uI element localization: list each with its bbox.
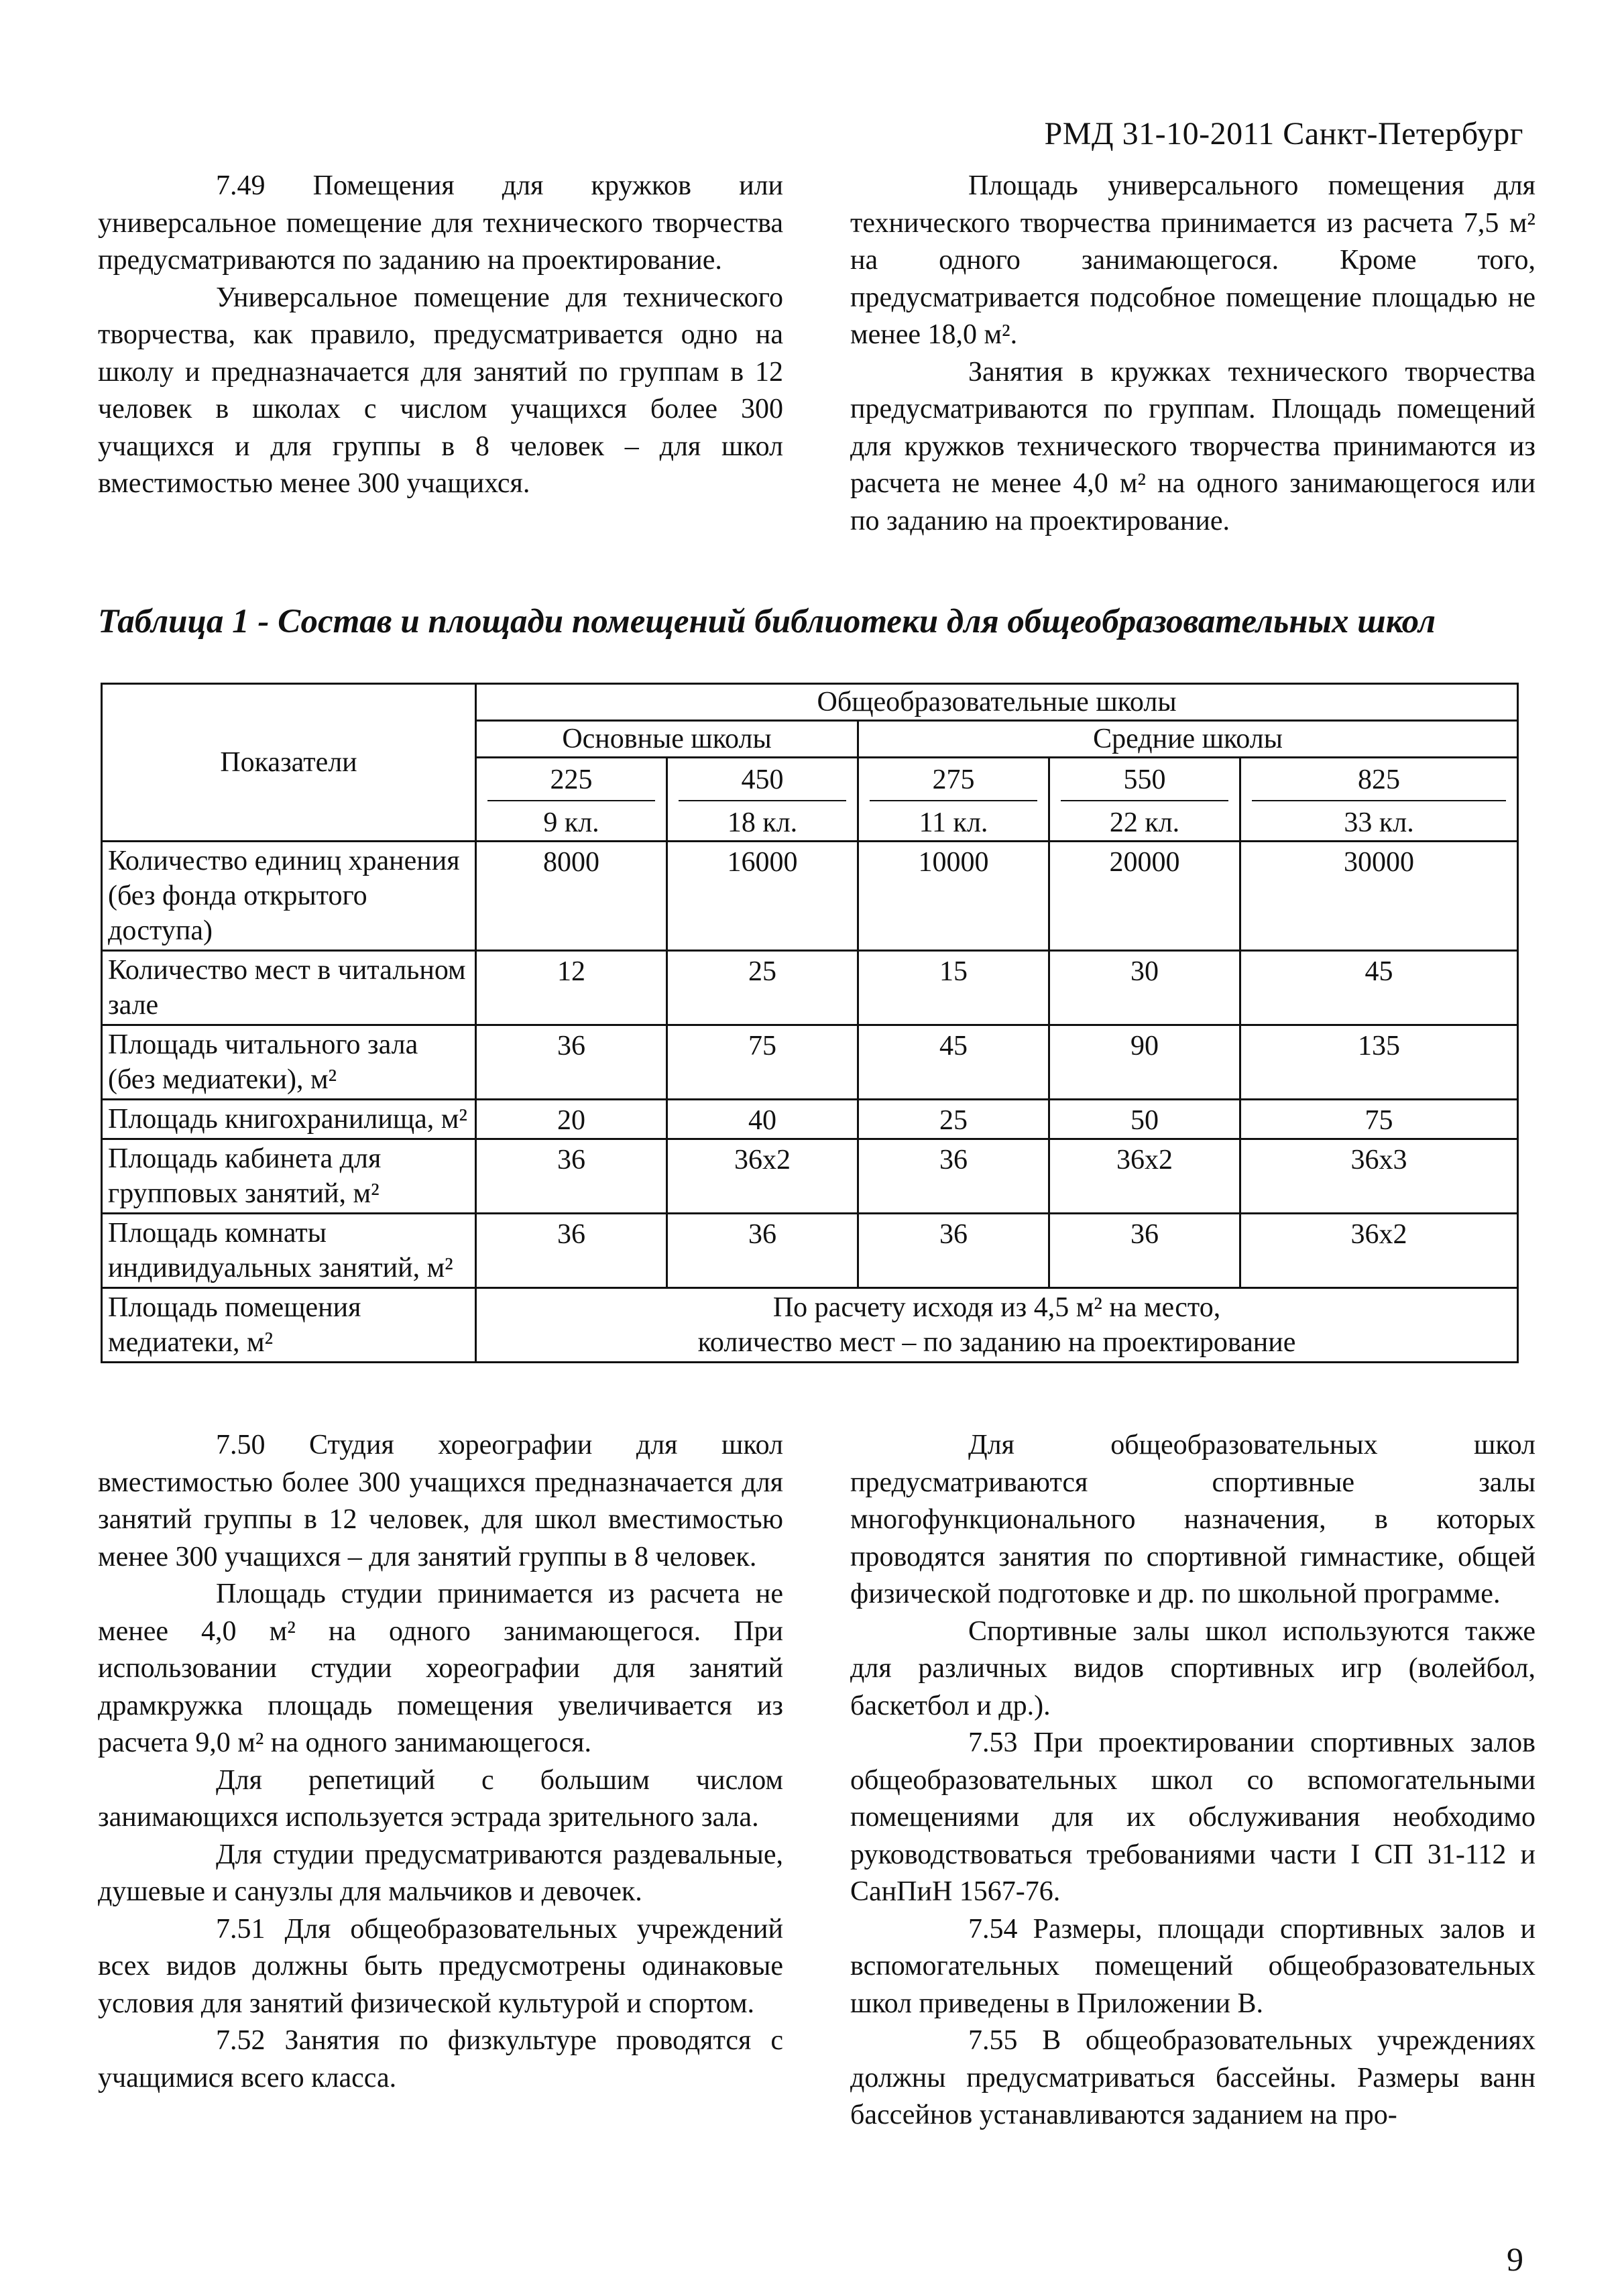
- table-cell: 45: [858, 1025, 1049, 1100]
- table-cell: 50: [1049, 1100, 1240, 1139]
- top-left-column: [98, 168, 783, 503]
- header-secondary-schools: Средние школы: [858, 721, 1518, 758]
- header-column: 225 9 кл.: [476, 758, 667, 842]
- table-cell: 12: [476, 951, 667, 1025]
- table-cell: 40: [667, 1100, 858, 1139]
- row-label: Количество единиц хранения (без фонда открытого доступа): [102, 842, 476, 951]
- table-title: Таблица 1 - Состав и площади помещений библиотеки для общеобразовательных школ: [98, 603, 1436, 640]
- table-cell: 36: [858, 1214, 1049, 1288]
- table-row: [102, 842, 1518, 951]
- table-cell: 25: [858, 1100, 1049, 1139]
- table-cell: 10000: [858, 842, 1049, 951]
- bottom-right-column: [850, 1427, 1535, 2134]
- header-column: 450 18 кл.: [667, 758, 858, 842]
- table-cell: 75: [1240, 1100, 1518, 1139]
- paragraph: Занятия в кружках технического творчества предусматриваются по группам. Площадь помещений для кружков технического творчества принимаются из расчета не менее 4,0 м² на одного занимающегося или по заданию на проектирование.: [850, 356, 1535, 536]
- header-general-schools: Общеобразовательные школы: [476, 684, 1518, 721]
- table-row: [102, 1214, 1518, 1288]
- table-cell: 30000: [1240, 842, 1518, 951]
- table-cell: 36: [667, 1214, 858, 1288]
- table-cell: 45: [1240, 951, 1518, 1025]
- table-row: [102, 1100, 1518, 1139]
- table-cell: 36х2: [1049, 1139, 1240, 1214]
- top-right-column: [850, 168, 1535, 540]
- paragraph: Для репетиций с большим числом занимающихся используется эстрада зрительного зала.: [98, 1764, 783, 1833]
- table-cell: 20: [476, 1100, 667, 1139]
- paragraph: Для общеобразовательных школ предусматриваются спортивные залы многофункционального назначения, в которых проводятся занятия по спортивной гимнастике, общей физической подготовке и др. по школьной программе.: [850, 1430, 1535, 1609]
- row-label: Площадь книгохранилища, м²: [102, 1100, 476, 1139]
- table-cell: 75: [667, 1025, 858, 1100]
- table-row: [102, 1139, 1518, 1214]
- table-cell: 36х3: [1240, 1139, 1518, 1214]
- paragraph-7-51: 7.51 Для общеобразовательных учреждений всех видов должны быть предусмотрены одинаковые условия для занятий физической культурой и спортом.: [98, 1913, 783, 2019]
- library-rooms-table: [101, 683, 1519, 1363]
- table-cell: 135: [1240, 1025, 1518, 1100]
- merged-cell-line: По расчету исходя из 4,5 м² на место,: [772, 1292, 1221, 1323]
- table-cell: 36: [858, 1139, 1049, 1214]
- row-label: Площадь читального зала (без медиатеки), м²: [102, 1025, 476, 1100]
- header-indicators: Показатели: [102, 684, 476, 842]
- bottom-left-column: [98, 1427, 783, 2097]
- page-number: 9: [1507, 2240, 1523, 2278]
- paragraph-7-50: 7.50 Студия хореографии для школ вместимостью более 300 учащихся предназначается для занятий группы в 12 человек, для школ вместимостью менее 300 учащихся – для занятий группы в 8 человек.: [98, 1430, 783, 1572]
- table-cell: 36х2: [667, 1139, 858, 1214]
- table-row: [102, 1025, 1518, 1100]
- paragraph-7-54: 7.54 Размеры, площади спортивных залов и вспомогательных помещений общеобразовательных школ приведены в Приложении В.: [850, 1913, 1535, 2019]
- table-cell: 36: [476, 1214, 667, 1288]
- paragraph: Для студии предусматриваются раздевальные, душевые и санузлы для мальчиков и девочек.: [98, 1839, 783, 1907]
- table-cell: 16000: [667, 842, 858, 951]
- merged-cell-line: количество мест – по заданию на проектирование: [697, 1327, 1296, 1358]
- table-header-row: [102, 684, 1518, 721]
- row-label: Площадь кабинета для групповых занятий, м²: [102, 1139, 476, 1214]
- paragraph: Универсальное помещение для технического творчества, как правило, предусматривается одно на школу и предназначается для занятий по группам в 12 человек в школах с числом учащихся более 300 учащихся и для группы в 8 человек – для школ вместимостью менее 300 учащихся.: [98, 282, 783, 499]
- table-cell: 8000: [476, 842, 667, 951]
- header-basic-schools: Основные школы: [476, 721, 858, 758]
- row-label: Количество мест в читальном зале: [102, 951, 476, 1025]
- table-cell: 36: [476, 1025, 667, 1100]
- row-label: Площадь помещения медиатеки, м²: [102, 1288, 476, 1363]
- paragraph: Площадь студии принимается из расчета не менее 4,0 м² на одного занимающегося. При использовании студии хореографии для занятий драмкружка площадь помещения увеличивается из расчета 9,0 м² на одного занимающегося.: [98, 1578, 783, 1758]
- table-cell: 25: [667, 951, 858, 1025]
- table-cell: 36: [1049, 1214, 1240, 1288]
- table-cell: 20000: [1049, 842, 1240, 951]
- table-row: [102, 1288, 1518, 1363]
- table-cell: 36: [476, 1139, 667, 1214]
- table-cell: 15: [858, 951, 1049, 1025]
- paragraph: Спортивные залы школ используются также для различных видов спортивных игр (волейбол, баскетбол и др.).: [850, 1615, 1535, 1721]
- table-row: [102, 951, 1518, 1025]
- table-cell: 90: [1049, 1025, 1240, 1100]
- table-cell: 36х2: [1240, 1214, 1518, 1288]
- header-column: 825 33 кл.: [1240, 758, 1518, 842]
- merged-cell: [476, 1288, 1518, 1363]
- table-cell: 30: [1049, 951, 1240, 1025]
- paragraph: Площадь универсального помещения для технического творчества принимается из расчета 7,5 м² на одного занимающегося. Кроме того, предусматривается подсобное помещение площадью не менее 18,0 м².: [850, 170, 1535, 350]
- paragraph-7-53: 7.53 При проектировании спортивных залов общеобразовательных школ со вспомогательными помещениями для их обслуживания необходимо руководствоваться требованиями части I СП 31-112 и СанПиН 1567-76.: [850, 1727, 1535, 1907]
- paragraph-7-49: 7.49 Помещения для кружков или универсальное помещение для технического творчества предусматриваются по заданию на проектирование.: [98, 170, 783, 276]
- paragraph-7-55: 7.55 В общеобразовательных учреждениях должны предусматриваться бассейны. Размеры ванн бассейнов устанавливаются заданием на про-: [850, 2025, 1535, 2130]
- header-column: 275 11 кл.: [858, 758, 1049, 842]
- row-label: Площадь комнаты индивидуальных занятий, м²: [102, 1214, 476, 1288]
- paragraph-7-52: 7.52 Занятия по физкультуре проводятся с учащимися всего класса.: [98, 2025, 783, 2093]
- document-header: РМД 31-10-2011 Санкт-Петербург: [1044, 116, 1523, 152]
- header-column: 550 22 кл.: [1049, 758, 1240, 842]
